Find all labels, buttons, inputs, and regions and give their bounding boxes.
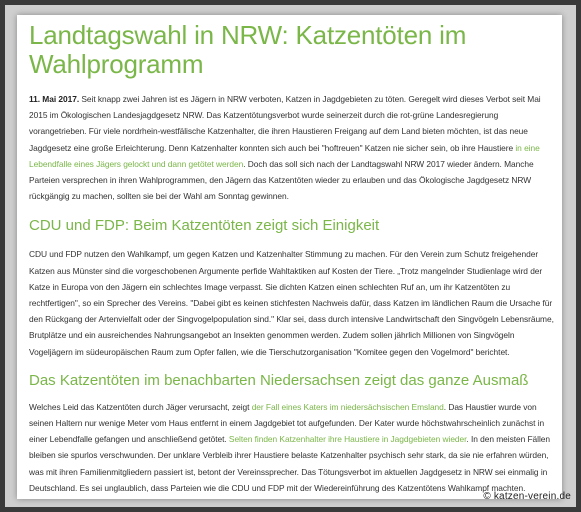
section-paragraph-niedersachsen: [29, 399, 555, 496]
copyright-watermark: © katzen-verein.de: [483, 491, 571, 502]
link-kater-emsland[interactable]: der Fall eines Katers im niedersächsischen Emsland: [251, 401, 444, 412]
link-lebendfalle[interactable]: in eine Lebendfalle eines Jägers gelockt und dann getötet werden: [29, 142, 540, 169]
section2-text-2: . Das Haustier wurde von seinen Haltern nur wenige Meter vom Haus entfernt in einem Jagdgebiet tot aufgefunden. Der Kater wurde höchstwahrscheinlich zunächst in einer Lebendfalle gefangen und anschließend getötet.: [29, 401, 545, 445]
article-content: [29, 21, 555, 496]
intro-paragraph: [29, 91, 555, 204]
screenshot-frame: [5, 5, 576, 507]
section-paragraph-cdu-fdp: CDU und FDP nutzen den Wahlkampf, um gegen Katzen und Katzenhalter Stimmung zu machen. Für den Verein zum Schutz freigehender Katzen aus Münster sind die vorgeschobenen Argumente perfide Wahltaktiken auf Kosten der Tiere. „Trotz mangelnder Studienlage wird der Katze in Europa von den Jägern ein schlechtes Image verpasst. Sie dichten Katzen einen schlechten Ruf an, um ihr Katzentöten zu rechtfertigen", so ein Sprecher des Vereins. "Dabei gibt es keinen stichfesten Nachweis dafür, dass Katzen im ländlichen Raum die Ursache für den Rückgang der Artenvielfalt oder der Singvogelpopulation sind." Klar sei, dass durch intensive Landwirtschaft den Singvögeln Lebensräume, Brutplätze und ein ausreichendes Nahrungsangebot an Insekten genommen werden. Zudem sollen jährlich Millionen von Singvögeln Vogeljägern im südeuropäischen Raum zum Opfer fallen, wie die Tierschutzorganisation "Komitee gegen den Vogelmord" berichtet.: [29, 249, 554, 357]
article-date: 11. Mai 2017.: [29, 94, 80, 104]
section2-text-1: Welches Leid das Katzentöten durch Jäger verursacht, zeigt: [29, 401, 252, 412]
section-heading-cdu-fdp: CDU und FDP: Beim Katzentöten zeigt sich Einigkeit: [29, 217, 380, 235]
article-page: [17, 15, 562, 499]
article-title: Landtagswahl in NRW: Katzentöten im Wahlprogramm: [29, 20, 467, 79]
link-haustiere-jagdgebieten[interactable]: Selten finden Katzenhalter ihre Haustiere in Jagdgebieten wieder: [228, 434, 467, 445]
intro-text-1: Seit knapp zwei Jahren ist es Jägern in NRW verboten, Katzen in Jagdgebieten zu töten. Geregelt wird dieses Verbot seit Mai 2015 im Ökologischen Landesjagdgesetz NRW. Das Katzentötungsverbot wurde seinerzeit durch die rot-grüne Landesregierung vorangetrieben. Für viele nordrhein-westfälische Katzenhalter, die ihren Haustieren Freigang auf dem Land bieten möchten, ist das neue Jagdgesetz eine große Erleichterung. Denn Katzenhalter konnten sich auch bei "hoftreuen" Katzen nie sicher sein, ob ihre Haustiere: [29, 94, 541, 153]
section-heading-niedersachsen: Das Katzentöten im benachbarten Niedersachsen zeigt das ganze Ausmaß: [29, 371, 529, 389]
section2-text-3: . In den meisten Fällen bleiben sie spurlos verschwunden. Der unklare Verbleib ihrer Haustiere belaste Katzenhalter psychisch sehr stark, da sie nie erfahren würden, was mit ihren Familienmitgliedern passiert ist, betont der Vereinssprecher. Das Tötungsverbot im aktuellen Jagdgesetz in NRW sei einmalig in Deutschland. Es sei unglaublich, dass Parteien wie die CDU und FDP mit der Wiedereinführung des Katzentötens Wahlkampf machten.: [29, 434, 550, 493]
intro-text-2: . Doch das soll sich nach der Landtagswahl NRW 2017 wieder ändern. Manche Parteien versprechen in ihren Wahlprogrammen, den Jägern das Katzentöten wieder zu erlauben und das Ökologische Jagdgesetz NRW rückgängig zu machen, sollten sie bei der Wahl am Sonntag gewinnen.: [29, 158, 534, 202]
